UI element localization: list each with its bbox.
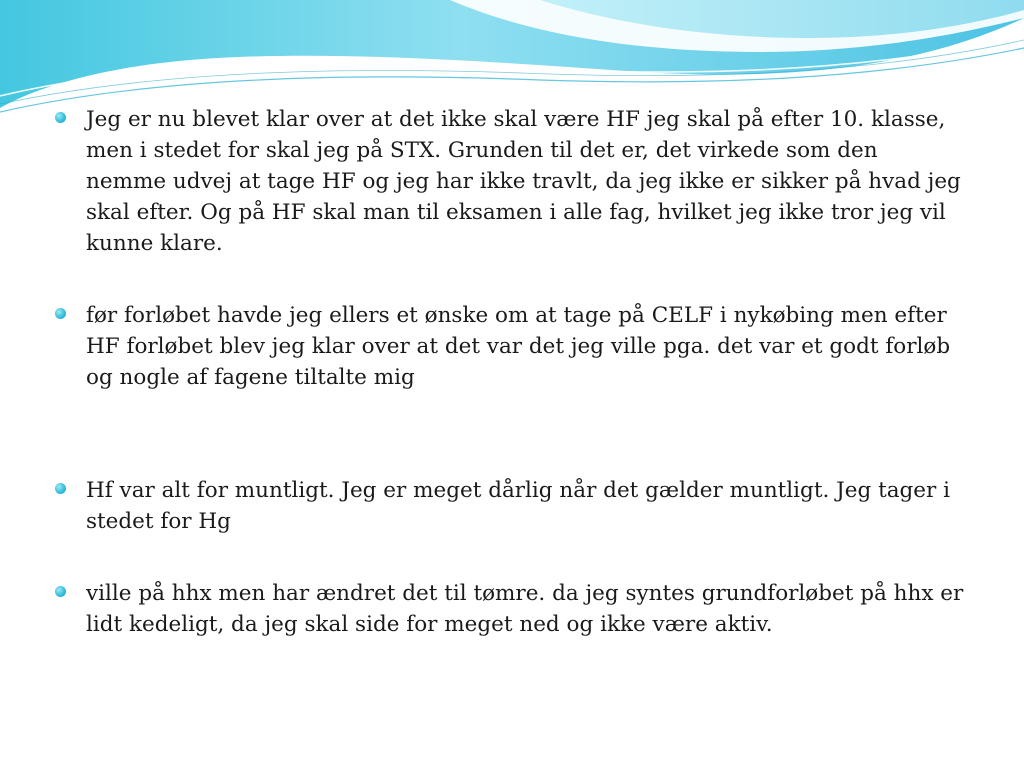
bullet-dot-icon (55, 308, 66, 319)
bullet-text: Jeg er nu blevet klar over at det ikke skal være HF jeg skal på efter 10. klasse, men i stedet for skal jeg på STX. Grunden til det er, det virkede som den nemme udvej at tage HF og jeg har ikke travlt, da jeg ikke er sikker på hvad jeg skal efter. Og på HF skal man til eksamen i alle fag, hvilket jeg ikke tror jeg vil kunne klare. (86, 107, 961, 256)
bullet-item (54, 104, 964, 259)
bullet-text: ville på hhx men har ændret det til tømre. da jeg syntes grundforløbet på hhx er lidt kedeligt, da jeg skal side for meget ned og ikke være aktiv. (86, 581, 964, 637)
bullet-item (54, 475, 964, 537)
bullet-dot-icon (55, 483, 66, 494)
bullet-dot-icon (55, 586, 66, 597)
bullet-text: Hf var alt for muntligt. Jeg er meget dårlig når det gælder muntligt. Jeg tager i stedet for Hg (86, 478, 950, 534)
bullet-item (54, 578, 964, 640)
bullet-list (54, 104, 964, 640)
bullet-dot-icon (55, 112, 66, 123)
bullet-item (54, 300, 964, 393)
bullet-text: før forløbet havde jeg ellers et ønske om at tage på CELF i nykøbing men efter HF forløbet blev jeg klar over at det var det jeg ville pga. det var et godt forløb og nogle af fagene tiltalte mig (86, 303, 951, 390)
